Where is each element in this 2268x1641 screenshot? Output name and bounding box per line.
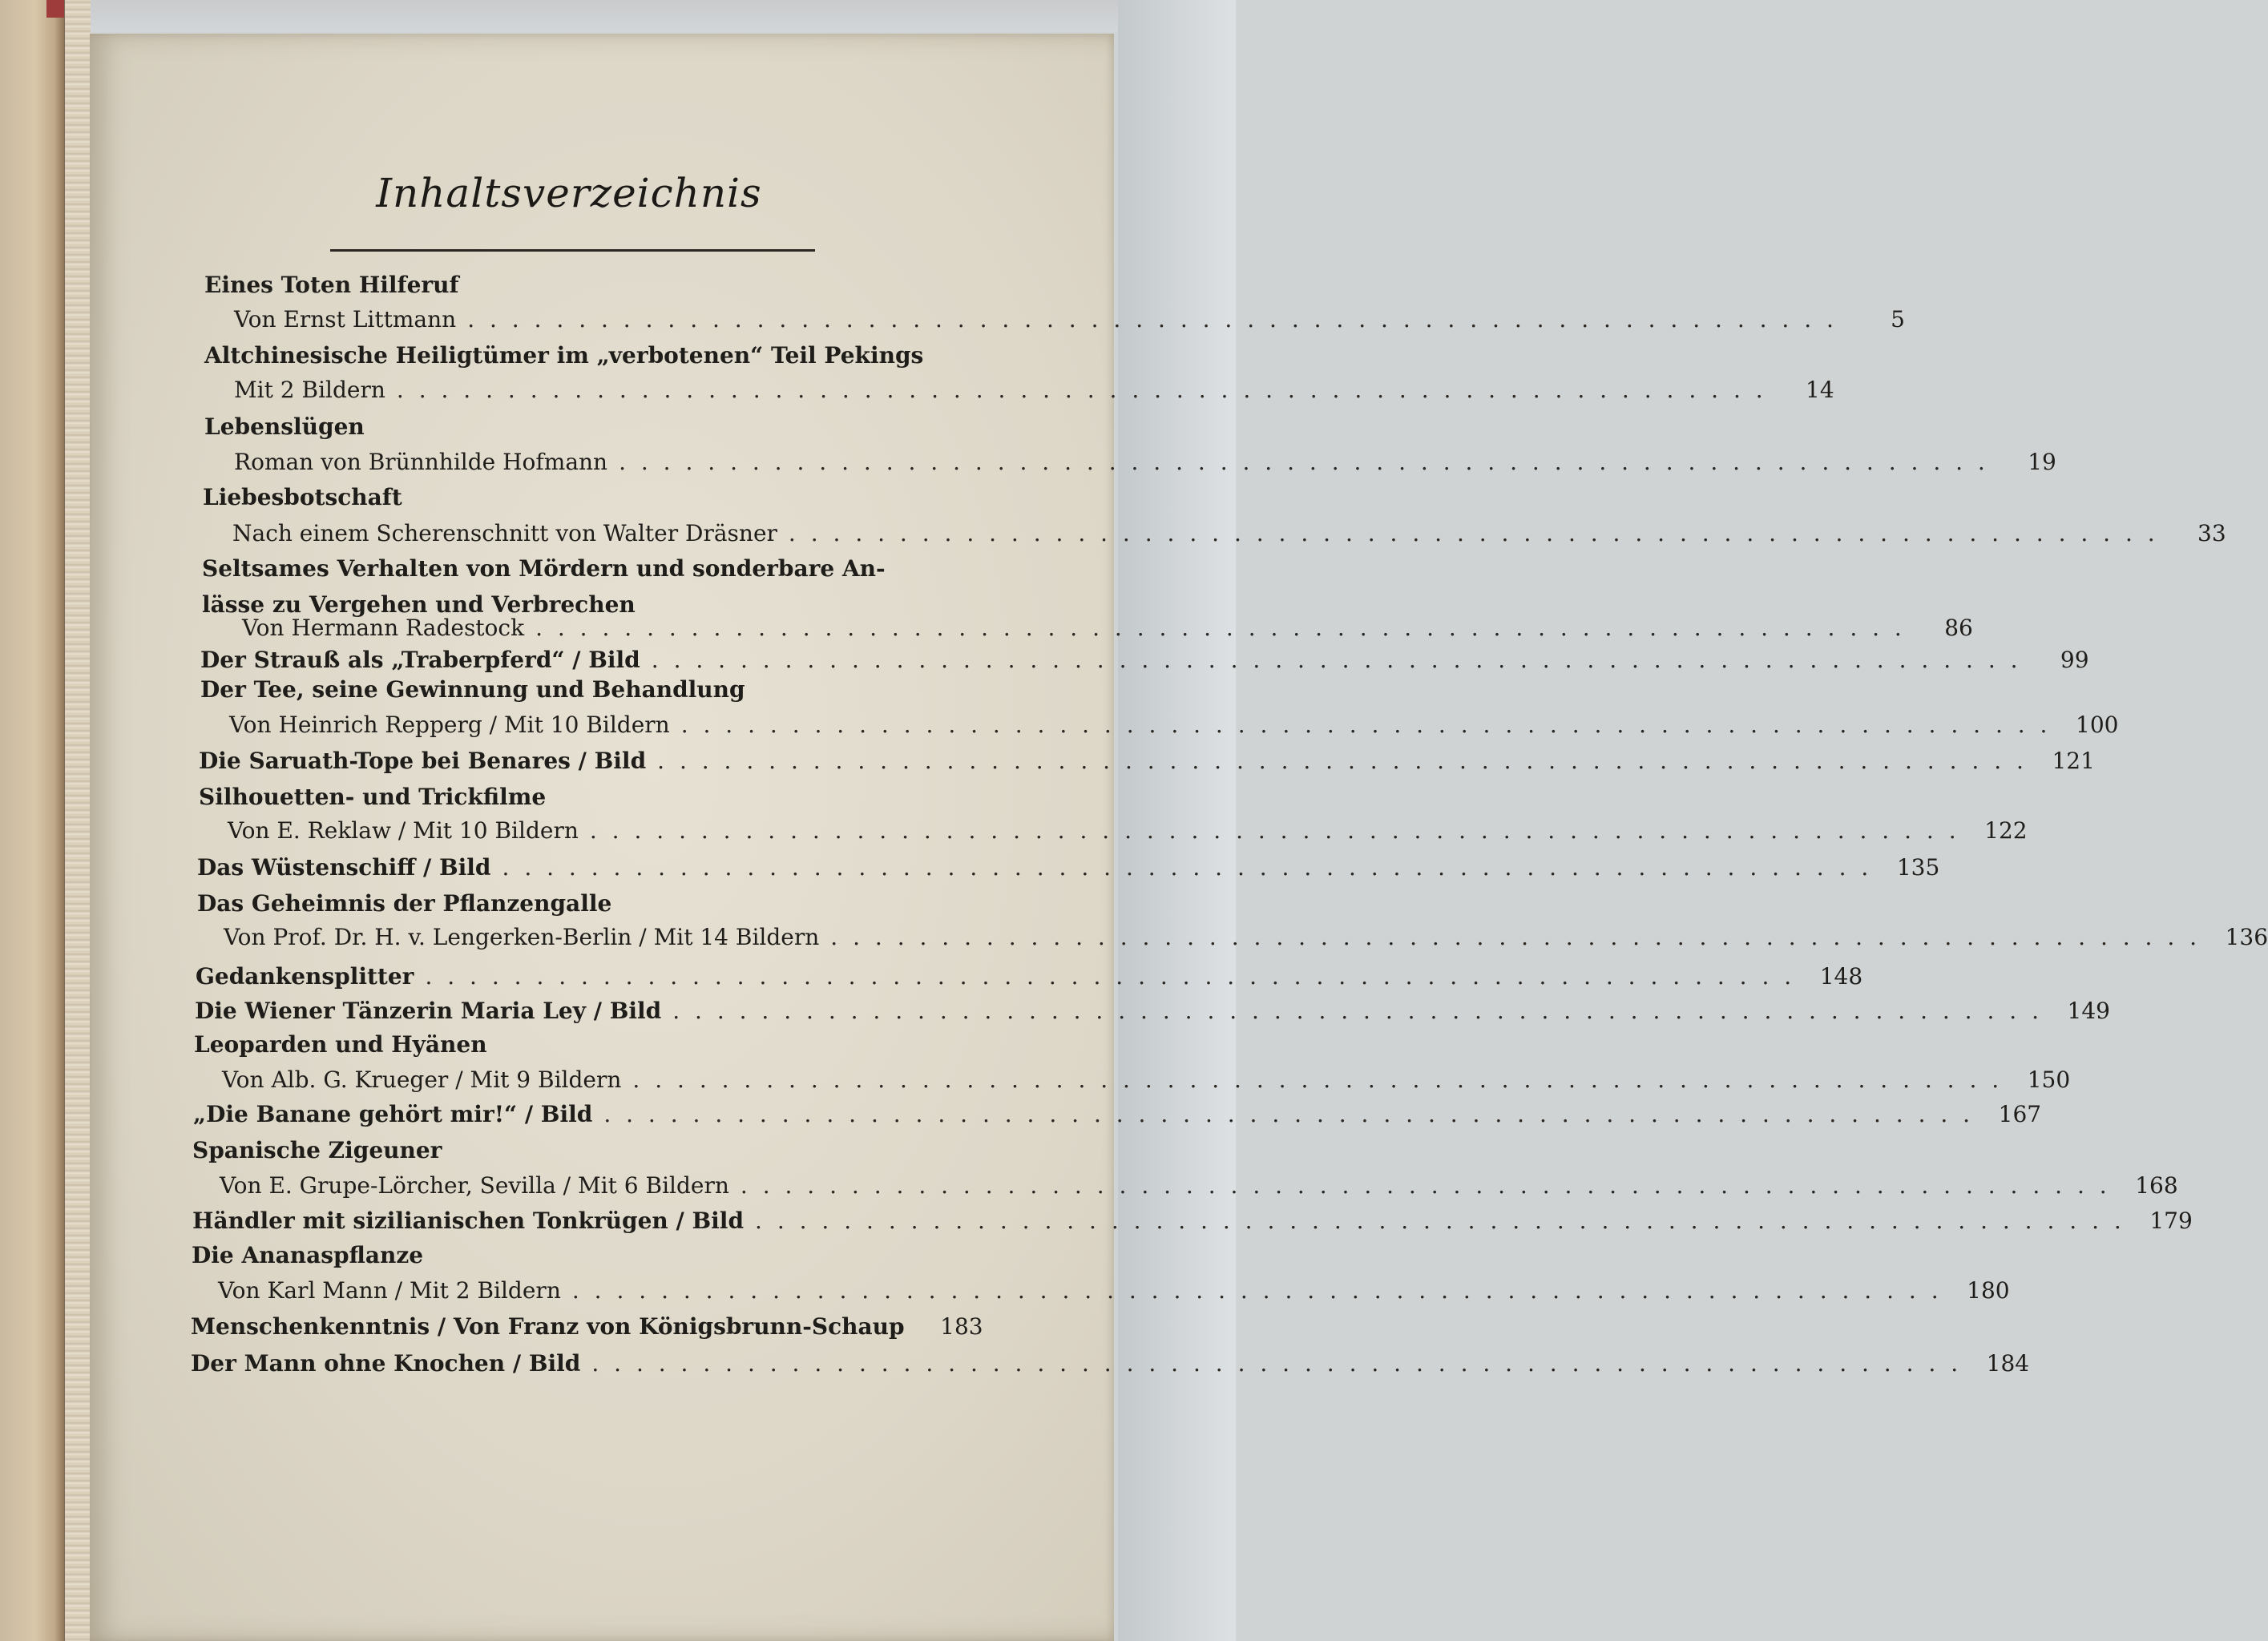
toc-entry <box>193 1099 2042 1131</box>
toc-byline-text: Mit 2 Bildern <box>234 377 385 403</box>
toc-entry <box>197 852 1940 884</box>
toc-leader-dots: . . . . . . . . . . . . . . . . . . . . . . . . . . . . . . . . . . . . . . . . . . . . . . . . . . . . . . . . . . . . . . <box>830 924 2201 950</box>
toc-page-number: 184 <box>1986 1350 2030 1377</box>
toc-entry-title: Liebesbotschaft <box>203 484 402 510</box>
toc-entry-byline <box>232 518 2226 550</box>
toc-entry-byline <box>222 1064 2071 1096</box>
toc-page-number: 33 <box>2197 520 2226 546</box>
toc-byline-text: Von Hermann Radestock <box>242 615 525 641</box>
toc-leader-dots: . . . . . . . . . . . . . . . . . . . . . . . . . . . . . . . . . . . . . . . . . . . . . . . . . . . . . . . . . . . . . . <box>535 615 1906 641</box>
toc-entry-byline <box>234 374 1834 406</box>
page-title: Inhaltsverzeichnis <box>376 170 762 216</box>
toc-entry-title: Das Geheimnis der Pflanzengalle <box>197 890 612 917</box>
toc-leader-dots: . . . . . . . . . . . . . . . . . . . . . . . . . . . . . . . . . . . . . . . . . . . . . . . . . . . . . . . . . . . . . . <box>651 647 2022 673</box>
toc-page-number: 135 <box>1896 854 1940 881</box>
toc-leader-dots: . . . . . . . . . . . . . . . . . . . . . . . . . . . . . . . . . . . . . . . . . . . . . . . . . . . . . . . . . . . . . . <box>603 1101 1975 1127</box>
toc-entry <box>191 1311 983 1343</box>
toc-page-number: 122 <box>1984 817 2028 844</box>
toc-byline-text: Von Prof. Dr. H. v. Lengerken-Berlin / Mit 14 Bildern <box>224 924 820 950</box>
toc-entry <box>196 961 1863 993</box>
toc-byline-text: Roman von Brünnhilde Hofmann <box>234 449 608 475</box>
toc-leader-dots: . . . . . . . . . . . . . . . . . . . . . . . . . . . . . . . . . . . . . . . . . . . . . . . . . . . . . . . . . . . . . . <box>788 520 2159 546</box>
toc-entry-byline <box>234 304 1905 336</box>
toc-page-number: 19 <box>2028 449 2056 475</box>
toc-entry-title: Altchinesische Heiligtümer im „verbotenen“ Teil Pekings <box>204 342 924 369</box>
toc-entry-title: Spanische Zigeuner <box>192 1137 442 1163</box>
toc-entry-title: Gedankensplitter <box>196 963 414 990</box>
toc-leader-dots: . . . . . . . . . . . . . . . . . . . . . . . . . . . . . . . . . . . . . . . . . . . . . . . . . . . . . . . . . . . . . . <box>425 963 1796 990</box>
toc-leader-dots: . . . . . . . . . . . . . . . . . . . . . . . . . . . . . . . . . . . . . . . . . . . . . . . . . . . . . . . . . . . . . . <box>632 1066 2004 1093</box>
toc-entry-title: Die Wiener Tänzerin Maria Ley / Bild <box>195 998 662 1024</box>
toc-leader-dots: . . . . . . . . . . . . . . . . . . . . . . . . . . . . . . . . . . . . . . . . . . . . . . . . . . . . . . . . . . . . . . <box>467 306 1838 333</box>
toc-byline-text: Von Karl Mann / Mit 2 Bildern <box>218 1277 561 1304</box>
toc-entry-title: Der Strauß als „Traberpferd“ / Bild <box>200 647 640 673</box>
toc-leader-dots: . . . . . . . . . . . . . . . . . . . . . . . . . . . . . . . . . . . . . . . . . . . . . . . . . . . . . . . . . . . . . . <box>657 748 2028 774</box>
toc-entry-title: Das Wüstenschiff / Bild <box>197 854 491 881</box>
toc-entry <box>191 1348 2030 1380</box>
toc-entry-title: Händler mit sizilianischen Tonkrügen / Bild <box>192 1208 745 1234</box>
toc-byline-text: Von Heinrich Repperg / Mit 10 Bildern <box>229 712 670 738</box>
toc-entry-byline <box>229 709 2119 741</box>
toc-leader-dots: . . . . . . . . . . . . . . . . . . . . . . . . . . . . . . . . . . . . . . . . . . . . . . . . . . . . . . . . . . . . . . <box>591 1350 1963 1377</box>
toc-leader-dots: . . . . . . . . . . . . . . . . . . . . . . . . . . . . . . . . . . . . . . . . . . . . . . . . . . . . . . . . . . . . . . <box>396 377 1767 403</box>
toc-byline-text: Von E. Reklaw / Mit 10 Bildern <box>228 817 579 844</box>
toc-entry <box>195 995 2110 1027</box>
toc-leader-dots: . . . . . . . . . . . . . . . . . . . . . . . . . . . . . . . . . . . . . . . . . . . . . . . . . . . . . . . . . . . . . . <box>589 817 1960 844</box>
toc-page-number: 136 <box>2225 924 2268 950</box>
toc-entry <box>192 1205 2193 1237</box>
toc-entry-title-continued: lässe zu Vergehen und Verbrechen <box>202 591 636 618</box>
toc-entry-title: Leoparden und Hyänen <box>194 1031 487 1058</box>
toc-entry-byline <box>228 815 2028 847</box>
toc-page-number: 168 <box>2135 1172 2178 1199</box>
toc-entry-byline <box>218 1275 2010 1307</box>
toc-page-number: 5 <box>1891 306 1905 333</box>
toc-entry-title: Silhouetten- und Trickfilme <box>199 784 547 810</box>
toc-entry-byline <box>224 921 2268 954</box>
toc-page-number: 86 <box>1944 615 1973 641</box>
toc-entry-byline <box>242 612 1973 644</box>
toc-entry-title: Die Ananaspflanze <box>192 1242 424 1268</box>
toc-entry-title: „Die Banane gehört mir!“ / Bild <box>193 1101 593 1127</box>
toc-page-number: 14 <box>1806 377 1834 403</box>
toc-page-number: 167 <box>1998 1101 2042 1127</box>
toc-page-number: 183 <box>940 1313 983 1340</box>
toc-entry-title: Die Saruath-Tope bei Benares / Bild <box>199 748 647 774</box>
toc-entry-title: Der Tee, seine Gewinnung und Behandlung <box>200 676 745 703</box>
toc-page-number: 179 <box>2149 1208 2193 1234</box>
toc-entry <box>199 745 2095 777</box>
toc-entry-byline <box>234 446 2056 478</box>
toc-entry-title: Der Mann ohne Knochen / Bild <box>191 1350 581 1377</box>
toc-entry-title: Lebenslügen <box>204 413 365 440</box>
toc-byline-text: Von E. Grupe-Lörcher, Sevilla / Mit 6 Bildern <box>220 1172 729 1199</box>
toc-leader-dots: . . . . . . . . . . . . . . . . . . . . . . . . . . . . . . . . . . . . . . . . . . . . . . . . . . . . . . . . . . . . . . <box>502 854 1873 881</box>
toc-page-number: 99 <box>2060 647 2089 673</box>
toc-page-number: 100 <box>2076 712 2119 738</box>
toc-leader-dots: . . . . . . . . . . . . . . . . . . . . . . . . . . . . . . . . . . . . . . . . . . . . . . . . . . . . . . . . . . . . . . <box>672 998 2043 1024</box>
toc-leader-dots: . . . . . . . . . . . . . . . . . . . . . . . . . . . . . . . . . . . . . . . . . . . . . . . . . . . . . . . . . . . . . . <box>755 1208 2125 1234</box>
toc-leader-dots: . . . . . . . . . . . . . . . . . . . . . . . . . . . . . . . . . . . . . . . . . . . . . . . . . . . . . . . . . . . . . . <box>619 449 1989 475</box>
toc-page-number: 148 <box>1819 963 1863 990</box>
toc-entry-byline <box>220 1170 2178 1202</box>
toc-entry-title: Eines Toten Hilferuf <box>204 272 459 298</box>
toc-leader-dots: . . . . . . . . . . . . . . . . . . . . . . . . . . . . . . . . . . . . . . . . . . . . . . . . . . . . . . . . . . . . . . <box>571 1277 1943 1304</box>
toc-entry-title: Seltsames Verhalten von Mördern und sonderbare An- <box>202 555 886 582</box>
toc-entry-title: Menschenkenntnis / Von Franz von Königsbrunn-Schaup <box>191 1313 905 1340</box>
toc-leader-dots: . . . . . . . . . . . . . . . . . . . . . . . . . . . . . . . . . . . . . . . . . . . . . . . . . . . . . . . . . . . . . . <box>680 712 2052 738</box>
toc-byline-text: Von Alb. G. Krueger / Mit 9 Bildern <box>222 1066 622 1093</box>
toc-byline-text: Von Ernst Littmann <box>234 306 457 333</box>
toc-leader-dots: . . . . . . . . . . . . . . . . . . . . . . . . . . . . . . . . . . . . . . . . . . . . . . . . . . . . . . . . . . . . . . <box>740 1172 2111 1199</box>
toc-page-number: 149 <box>2067 998 2110 1024</box>
toc-page-number: 121 <box>2052 748 2095 774</box>
toc-page-number: 150 <box>2027 1066 2071 1093</box>
toc-entry <box>200 644 2089 676</box>
toc-byline-text: Nach einem Scherenschnitt von Walter Dräsner <box>232 520 777 546</box>
toc-page-number: 180 <box>1967 1277 2010 1304</box>
